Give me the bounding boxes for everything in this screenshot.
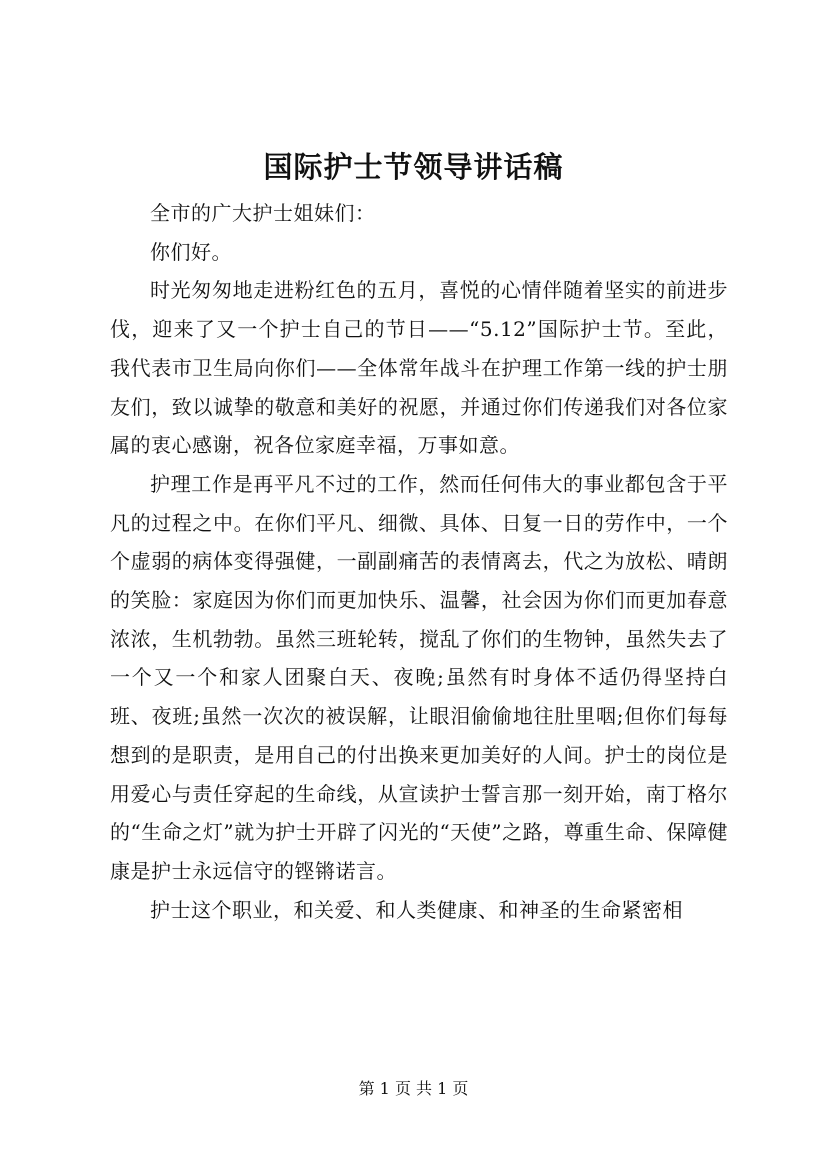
document-title: 国际护士节领导讲话稿 <box>263 150 564 184</box>
page-number-footer: 第 1 页 共 1 页 <box>358 1079 469 1098</box>
document-body <box>110 194 728 929</box>
body-paragraph: 时光匆匆地走进粉红色的五月，喜悦的心情伴随着坚实的前进步伐，迎来了又一个护士自己的节日——“5.12”国际护士节。至此，我代表市卫生局向你们——全体常年战斗在护理工作第一线的护士朋友们，致以诚挚的敬意和美好的祝愿，并通过你们传递我们对各位家属的衷心感谢，祝各位家庭幸福，万事如意。 <box>110 278 728 458</box>
body-paragraph: 护士这个职业，和关爱、和人类健康、和神圣的生命紧密相 <box>150 897 683 922</box>
salutation-paragraph: 你们好。 <box>150 239 232 264</box>
body-paragraph: 护理工作是再平凡不过的工作，然而任何伟大的事业都包含于平凡的过程之中。在你们平凡、细微、具体、日复一日的劳作中，一个个虚弱的病体变得强健，一副副痛苦的表情离去，代之为放松、晴朗的笑脸：家庭因为你们而更加快乐、温馨，社会因为你们而更加春意浓浓，生机勃勃。虽然三班轮转，搅乱了你们的生物钟，虽然失去了一个又一个和家人团聚白天、夜晚;虽然有时身体不适仍得坚持白班、夜班;虽然一次次的被误解，让眼泪偷偷地往肚里咽;但你们每每想到的是职责，是用自己的付出换来更加美好的人间。护士的岗位是用爱心与责任穿起的生命线，从宣读护士誓言那一刻开始，南丁格尔的“生命之灯”就为护士开辟了闪光的“天使”之路，尊重生命、保障健康是护士永远信守的铿锵诺言。 <box>110 471 728 883</box>
greeting-paragraph: 全市的广大护士姐妹们： <box>150 201 376 225</box>
